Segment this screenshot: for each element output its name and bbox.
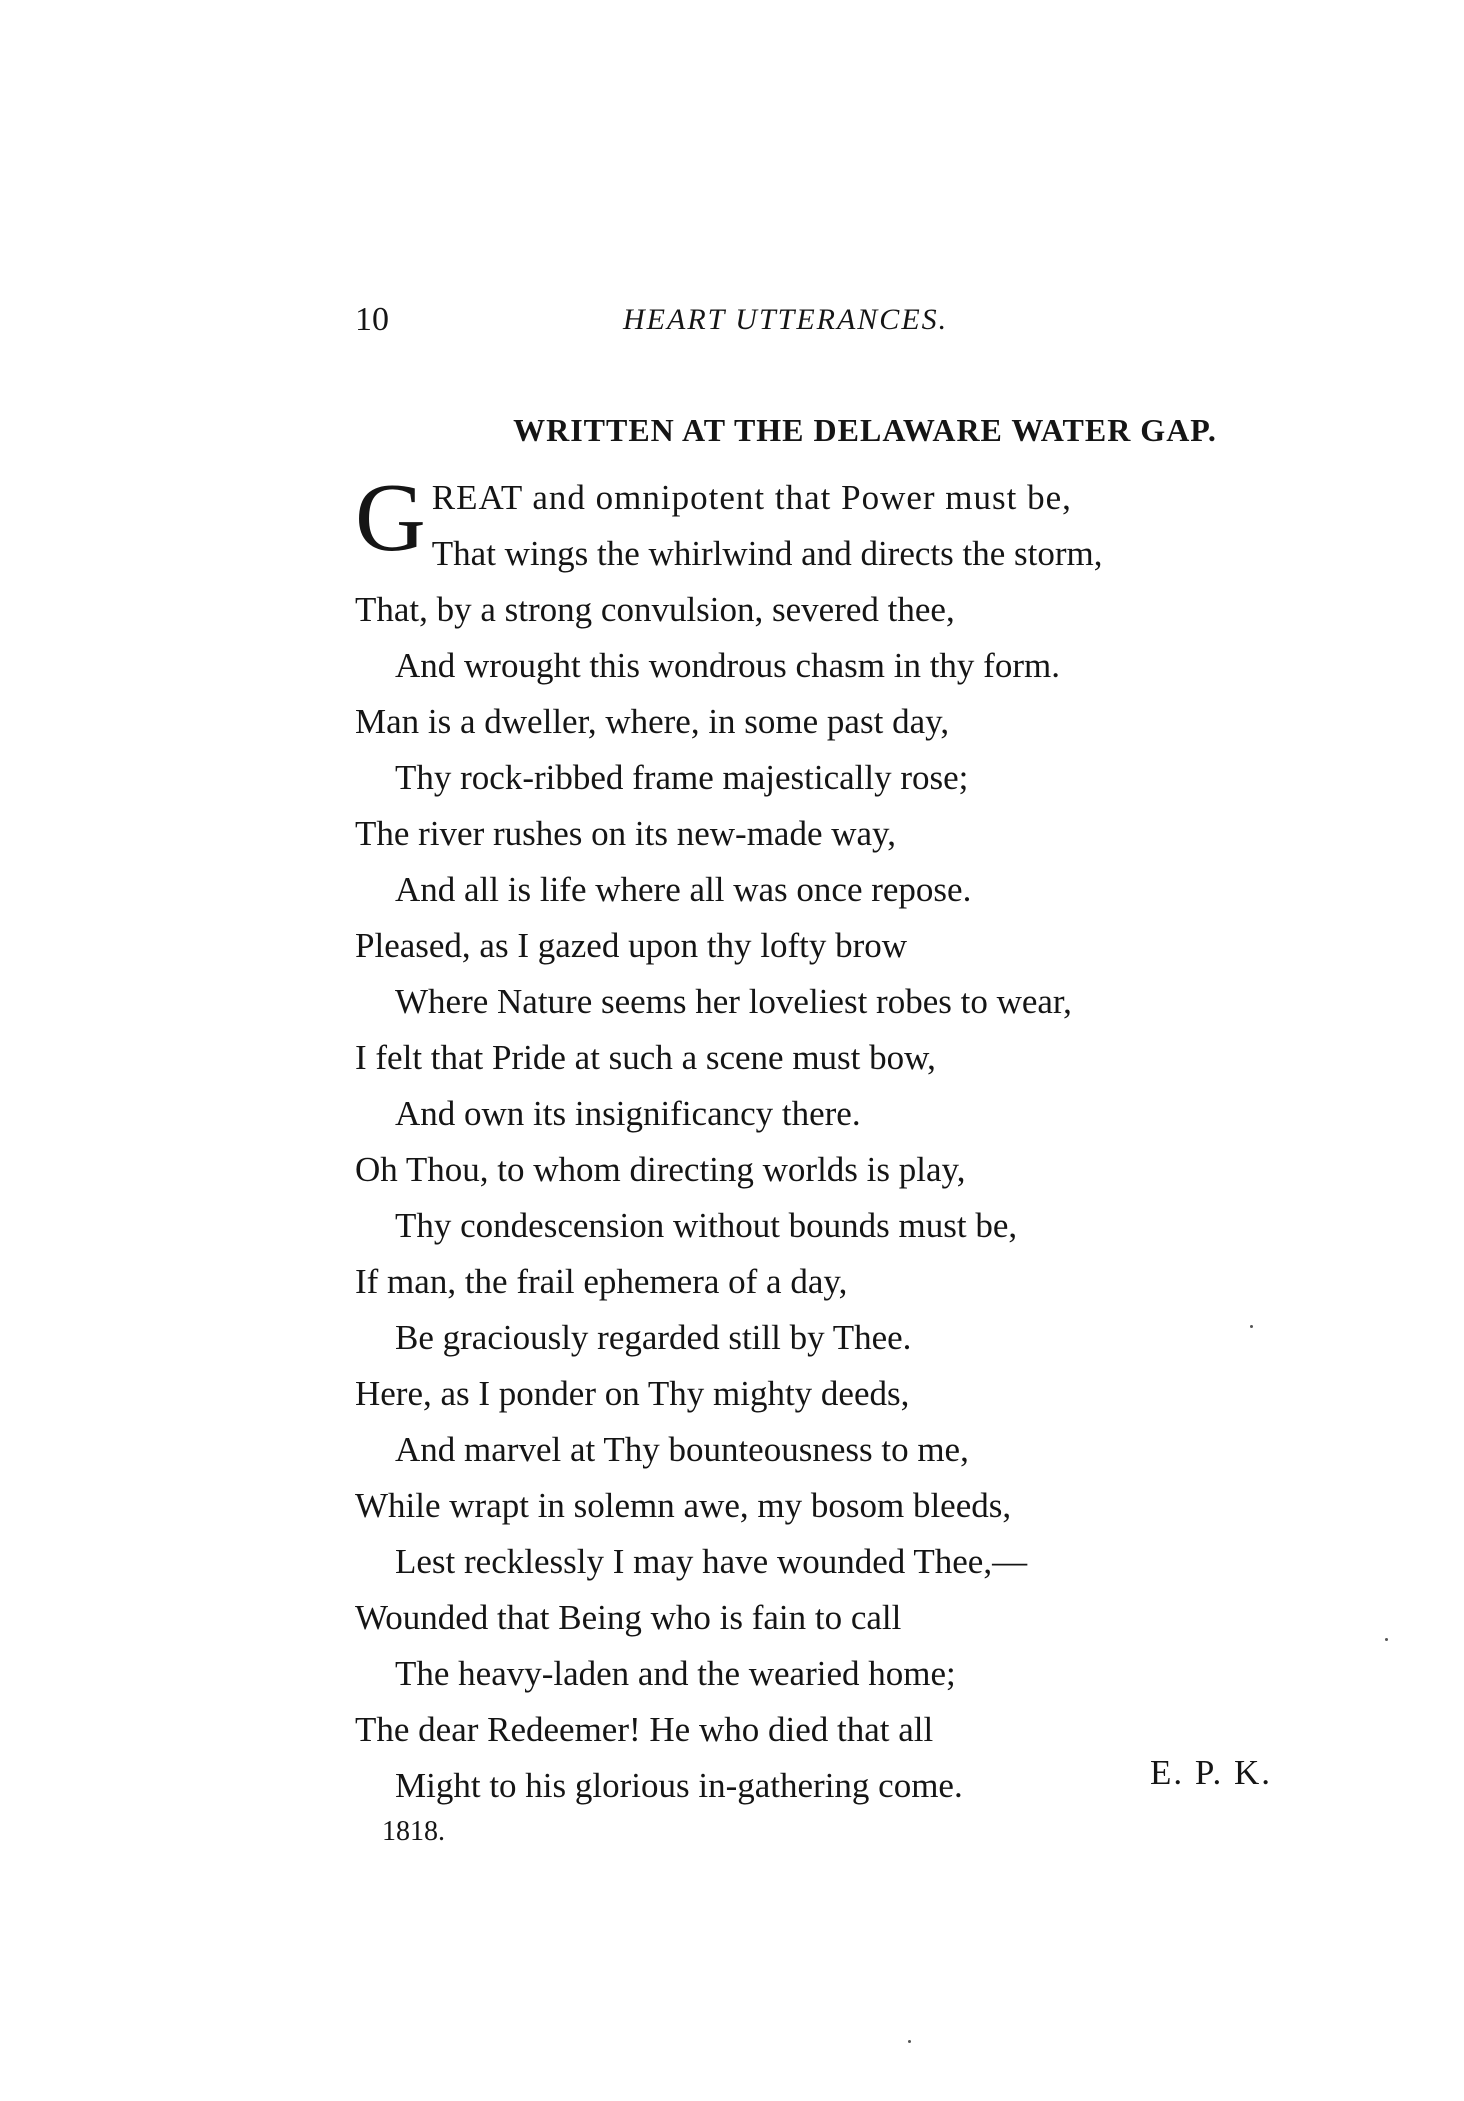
poem-year: 1818. [382, 1816, 445, 1847]
poem-line: And all is life where all was once repose. [395, 870, 972, 909]
poem-line: Might to his glorious in-gathering come. [395, 1766, 963, 1805]
poem-line: I felt that Pride at such a scene must bow, [355, 1038, 936, 1077]
stanza-5 [355, 1366, 1315, 1590]
poem-line: Pleased, as I gazed upon thy lofty brow [355, 926, 908, 965]
poem-line: And marvel at Thy bounteousness to me, [395, 1430, 969, 1469]
poem-line: If man, the frail ephemera of a day, [355, 1262, 848, 1301]
poem-line: Thy condescension without bounds must be, [395, 1206, 1018, 1245]
poem-line: REAT and omnipotent that Power must be, [431, 478, 1072, 517]
author-signature: E. P. K. [1150, 1753, 1272, 1792]
stanza-3 [355, 918, 1315, 1142]
poem-line: Lest recklessly I may have wounded Thee,— [395, 1542, 1028, 1581]
poem-line: The river rushes on its new-made way, [355, 814, 897, 853]
poem-line: While wrapt in solemn awe, my bosom bleeds, [355, 1486, 1012, 1525]
poem-line: Where Nature seems her loveliest robes to wear, [395, 982, 1072, 1021]
stanza-4 [355, 1142, 1315, 1366]
poem-line: That wings the whirlwind and directs the storm, [431, 534, 1103, 573]
print-speck [908, 2040, 911, 2043]
poem-line: That, by a strong convulsion, severed thee, [355, 590, 955, 629]
poem-line: The dear Redeemer! He who died that all [355, 1710, 934, 1749]
print-speck [1385, 1638, 1388, 1641]
poem-line: Here, as I ponder on Thy mighty deeds, [355, 1374, 910, 1413]
page-number: 10 [355, 301, 389, 338]
poem-line: Thy rock-ribbed frame majestically rose; [395, 758, 969, 797]
poem-line: And own its insignificancy there. [395, 1094, 861, 1133]
drop-cap: G [355, 464, 426, 572]
running-head [355, 298, 1295, 348]
poem-line: Man is a dweller, where, in some past day, [355, 702, 950, 741]
stanza-2 [355, 694, 1315, 918]
poem-line: Wounded that Being who is fain to call [355, 1598, 902, 1637]
poem-line: Be graciously regarded still by Thee. [395, 1318, 912, 1357]
poem-line: And wrought this wondrous chasm in thy form. [395, 646, 1060, 685]
print-speck [1250, 1325, 1253, 1328]
poem-line: Oh Thou, to whom directing worlds is play, [355, 1150, 966, 1189]
poem-title: WRITTEN AT THE DELAWARE WATER GAP. [513, 412, 1217, 448]
poem-line: The heavy-laden and the wearied home; [395, 1654, 956, 1693]
running-title: HEART UTTERANCES. [623, 303, 949, 336]
stanza-1 [355, 464, 1315, 694]
